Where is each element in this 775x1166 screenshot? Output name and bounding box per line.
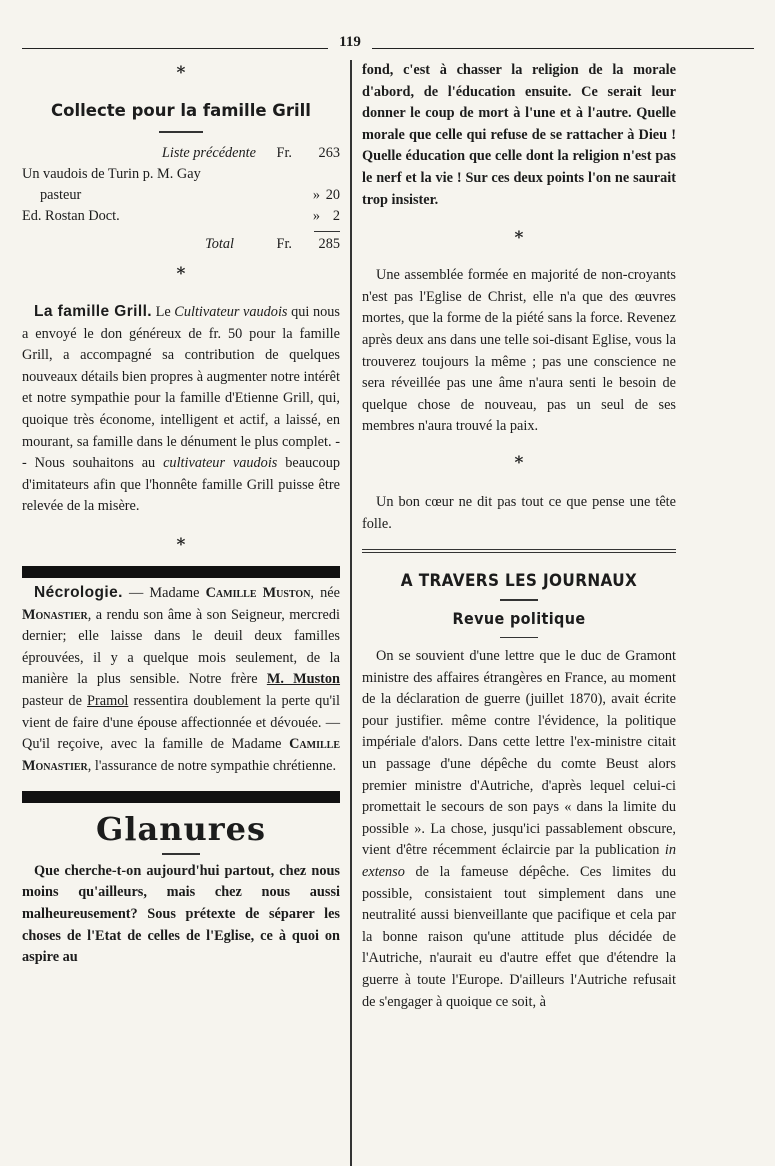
separator-star: * (514, 452, 524, 473)
text-run: On se souvient d'une lettre que le duc de Gramont ministre des affaires étrangères en France, au moment de la déclaration de guerre (juillet 1870), avait écrite pour justifier. même contre l'évidence, la politique impériale d'alors. Dans cette lettre l'ex-ministre citait un passage d'une dépêche du comte Beust alors premier ministre d'Autriche, d'après lequel celui-ci promettait le secours de son pays « dans la limite du possible ». La chose, jusqu'ici passablement obscure, vient d'être récemment éclaircie par la publication (362, 648, 676, 859)
title-rule (500, 637, 538, 639)
text-run: , née (310, 584, 340, 601)
collecte-ledger (22, 143, 340, 255)
text-run: — Madame (122, 584, 206, 601)
ledger-row (22, 185, 340, 206)
bon-coeur-paragraph: Un bon cœur ne dit pas tout ce que pense une tête folle. (362, 493, 676, 532)
ledger-label: Un vaudois de Turin p. M. Gay (22, 166, 201, 182)
journaux-title: A TRAVERS LES JOURNAUX (400, 571, 638, 592)
ledger-currency: » (312, 187, 320, 203)
text-run: Camille Monastier (22, 736, 340, 774)
left-column (22, 60, 340, 969)
ledger-amount: 20 (325, 187, 340, 203)
separator-star: * (176, 264, 186, 284)
famille-grill-lead: La famille Grill. (34, 303, 152, 320)
section-double-rule (362, 549, 676, 553)
necrologie-paragraph (22, 582, 340, 777)
text-run: de la fameuse dépêche. Ces limites du possible, consistaient tout simplement dans une neutralité aussi bienveillante que pacifique et cela par la bonne raison qu'une attitude plus décidée de l'Autriche, n'aurait eu d'autre effet que d'étendre la guerre à toute l'Europe. D'ailleurs l'Autriche refusait de s'engager à quoique ce soit, à (362, 864, 676, 1010)
text-run: Monastier (22, 606, 88, 623)
necrologie-lead: Nécrologie. (34, 583, 123, 601)
ledger-amount: 263 (318, 145, 340, 161)
text-run: in extenso (362, 842, 676, 881)
title-rule (500, 599, 538, 601)
ledger-amount: 2 (332, 208, 340, 224)
total-amount: 285 (318, 236, 340, 252)
separator-star: * (176, 534, 186, 555)
text-run: cultivateur vaudois (163, 455, 278, 472)
text-run: pasteur de (22, 692, 88, 709)
glanures-paragraph: Que cherche-t-on aujourd'hui partout, chez nous moins qu'ailleurs, mais chez nous aussi malheureusement? Sous prétexte de séparer les choses de l'Etat de celles de l'Eglise, ce à quoi on aspire au (22, 862, 340, 966)
famille-grill-paragraph (22, 301, 340, 518)
header-rule-right (372, 48, 754, 49)
ledger-row (22, 143, 340, 164)
ledger-currency (262, 164, 292, 185)
revue-paragraph (362, 646, 676, 1013)
column-divider (350, 60, 352, 1166)
glanures-title: Glanures (96, 810, 266, 849)
revue-politique-subtitle: Revue politique (452, 608, 586, 628)
ledger-amount (292, 164, 340, 185)
total-label: Total (205, 236, 234, 252)
header-rule-left (22, 48, 328, 49)
text-run: M. Muston (266, 671, 341, 688)
text-run: , l'assurance de notre sympathie chrétienne. (87, 757, 337, 774)
text-run: ressentira doublement la perte qu'il vient de faire d'une épouse affectionnée et dévouée. — Qu'il reçoive, avec la famille de Madame (22, 692, 340, 753)
right-column (362, 60, 676, 1013)
assemblee-paragraph: Une assemblée formée en majorité de non-croyants n'est pas l'Eglise de Christ, elle n'a que des œuvres mortes, que la forme de la piété sans la force. Revenez après deux ans dans une telle soi-disant Eglise, vous la trouverez toujours la même ; pas une conscience ne sera réveillée pas une âme n'aura senti le besoin de quelque chose de nouveau, pas un seul de ses membres n'aura trouvé la paix. (362, 267, 676, 435)
ledger-currency: Fr. (276, 145, 292, 161)
text-run: qui nous a envoyé le don généreux de fr. 50 pour la famille Grill, a accompagné sa contribution de quelques nouveaux détails bien propres à augmenter notre intérêt et notre sympathie pour la famille d'Etienne Grill, qui, quoique très économe, intelligent et actif, a laissé, en mourant, sa famille dans le dénument le plus complet. -- Nous souhaitons au (22, 304, 340, 472)
text-run: Cultivateur vaudois (174, 304, 288, 320)
ledger-label: pasteur (40, 187, 82, 203)
ledger-currency: » (312, 208, 320, 224)
collecte-title: Collecte pour la famille Grill (51, 101, 311, 120)
total-currency: Fr. (276, 236, 292, 252)
text-run: Camille Muston (205, 584, 311, 601)
title-rule (159, 131, 203, 133)
ledger-label: Ed. Rostan Doct. (22, 208, 120, 224)
ledger-total-row (22, 234, 340, 255)
text-run: Le (151, 304, 175, 320)
ledger-row (22, 206, 340, 227)
page-number: 119 (339, 34, 361, 50)
sum-rule (314, 231, 340, 232)
ledger-row (22, 164, 340, 185)
separator-star: * (514, 228, 524, 249)
text-run: beaucoup d'imitateurs afin que l'honnête famille Grill puisse être relevée de la misère. (22, 455, 341, 515)
text-run: , a rendu son âme à son Seigneur, mercredi dernier; elle laisse dans le deuil deux familles éprouvées, il y a quelque mois seulement, de la manière la plus sensible. Notre frère (22, 606, 340, 688)
section-bar (22, 791, 340, 803)
section-bar (22, 566, 340, 578)
text-run: Pramol (87, 692, 129, 709)
separator-star: * (176, 63, 186, 83)
title-rule (162, 853, 200, 855)
glanures-continued-paragraph: fond, c'est à chasser la religion de la morale d'abord, de l'éducation ensuite. Ce serait leur donner le coup de mort à l'une et à l'autre. Quelle morale que celle qui refuse de se rattacher à Dieu ! Quelle éducation que celle dont la religion n'est pas le nerf et la vie ! Sur ces deux points l'on ne saurait trop insister. (362, 62, 676, 208)
ledger-label: Liste précédente (161, 145, 256, 161)
